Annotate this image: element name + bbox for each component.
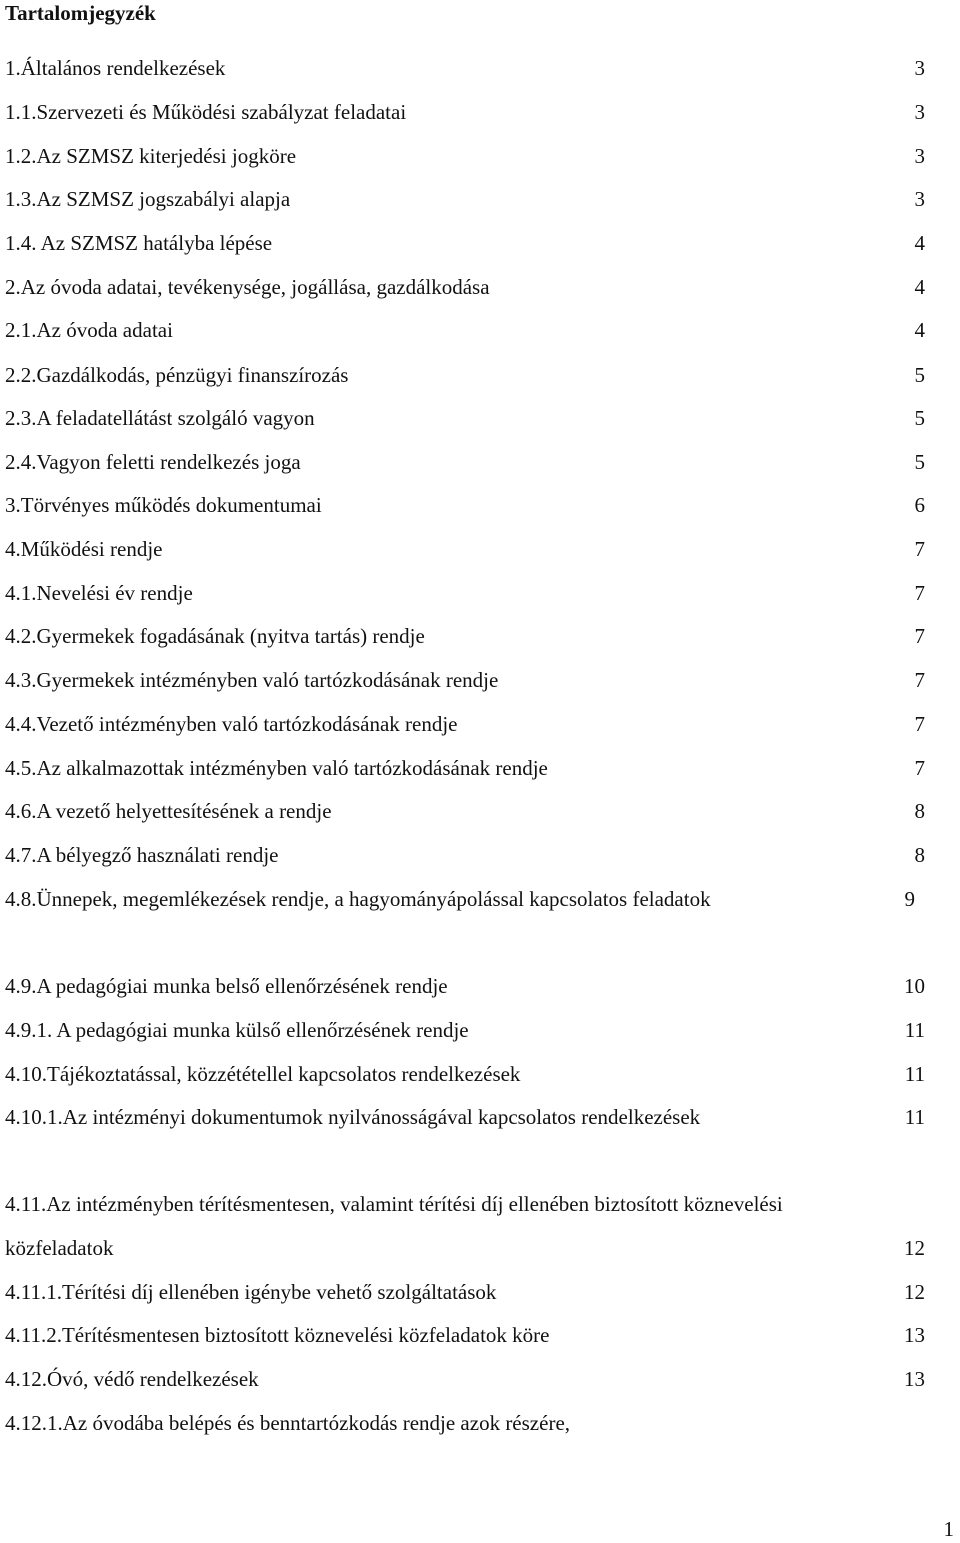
toc-entry[interactable] (5, 1102, 925, 1132)
toc-entry[interactable] (5, 315, 925, 345)
toc-entry-label: 4.4.Vezető intézményben való tartózkodásának rendje (5, 712, 458, 736)
toc-entry-label: 4.10.1.Az intézményi dokumentumok nyilvánosságával kapcsolatos rendelkezések (5, 1105, 701, 1129)
toc-entry-label: közfeladatok (5, 1236, 114, 1260)
toc-entry[interactable] (5, 1233, 925, 1263)
toc-entry-page: 12 (904, 1236, 925, 1260)
toc-entry-label: 4.12.Óvó, védő rendelkezések (5, 1367, 259, 1391)
toc-entry[interactable] (5, 141, 925, 171)
toc-entry[interactable] (5, 53, 925, 83)
toc-entry-label: 4.2.Gyermekek fogadásának (nyitva tartás) rendje (5, 624, 425, 648)
toc-entry-label: 4.9.A pedagógiai munka belső ellenőrzésének rendje (5, 974, 448, 998)
toc-entry[interactable] (5, 796, 925, 826)
toc-entry[interactable] (5, 1015, 925, 1045)
toc-entry-page: 11 (904, 1105, 925, 1129)
toc-entry-page: 5 (914, 450, 925, 474)
toc-entry-label: 4.1.Nevelési év rendje (5, 581, 193, 605)
toc-entry[interactable] (5, 1059, 925, 1089)
toc-title: Tartalomjegyzék (5, 1, 156, 25)
toc-entry-label: 4.3.Gyermekek intézményben való tartózkodásának rendje (5, 668, 499, 692)
toc-entry-label: 2.Az óvoda adatai, tevékenysége, jogállása, gazdálkodása (5, 275, 490, 299)
toc-entry-label: 1.4. Az SZMSZ hatályba lépése (5, 231, 273, 255)
toc-entry-label: 4.11.1.Térítési díj ellenében igénybe vehető szolgáltatások (5, 1280, 497, 1304)
toc-entry-label: 2.2.Gazdálkodás, pénzügyi finanszírozás (5, 363, 349, 387)
toc-entry[interactable] (5, 1364, 925, 1394)
toc-entry-label: 4.Működési rendje (5, 537, 163, 561)
toc-entry-page: 3 (914, 56, 925, 80)
toc-entry-page: 4 (914, 231, 925, 255)
toc-entry-page: 7 (914, 537, 925, 561)
toc-entry-page: 3 (914, 100, 925, 124)
toc-entry-label: 1.Általános rendelkezések (5, 56, 226, 80)
toc-entry-label: 4.11.2.Térítésmentesen biztosított köznevelési közfeladatok köre (5, 1323, 550, 1347)
page-number: 1 (943, 1517, 954, 1541)
toc-entry-page: 6 (914, 493, 925, 517)
toc-entry-page: 12 (904, 1280, 925, 1304)
toc-entry-page: 8 (914, 799, 925, 823)
toc-entry-page: 4 (914, 275, 925, 299)
toc-entry-label: 1.2.Az SZMSZ kiterjedési jogköre (5, 144, 297, 168)
toc-entry-page: 7 (914, 756, 925, 780)
toc-entry-label: 4.9.1. A pedagógiai munka külső ellenőrzésének rendje (5, 1018, 469, 1042)
toc-entry-label: 1.3.Az SZMSZ jogszabályi alapja (5, 187, 291, 211)
toc-entry[interactable] (5, 490, 925, 520)
toc-entry-label: 4.10.Tájékoztatással, közzététellel kapcsolatos rendelkezések (5, 1062, 521, 1086)
toc-entry[interactable] (5, 447, 925, 477)
toc-entry[interactable] (5, 884, 925, 914)
toc-entry[interactable] (5, 360, 925, 390)
toc-entry-label: 2.1.Az óvoda adatai (5, 318, 173, 342)
toc-entry[interactable] (5, 403, 925, 433)
toc-entry-page: 3 (914, 144, 925, 168)
toc-entry-page: 13 (904, 1367, 925, 1391)
toc-entry-label: 2.3.A feladatellátást szolgáló vagyon (5, 406, 315, 430)
toc-entry[interactable] (5, 1320, 925, 1350)
toc-entry-label: 3.Törvényes működés dokumentumai (5, 493, 322, 517)
toc-entry-label: 4.5.Az alkalmazottak intézményben való tartózkodásának rendje (5, 756, 548, 780)
toc-entry-page: 13 (904, 1323, 925, 1347)
toc-entry-page: 11 (904, 1018, 925, 1042)
toc-entry[interactable] (5, 665, 925, 695)
toc-entry-page: 8 (914, 843, 925, 867)
toc-entry[interactable] (5, 184, 925, 214)
toc-entry-label: 1.1.Szervezeti és Működési szabályzat feladatai (5, 100, 407, 124)
toc-entry[interactable] (5, 578, 925, 608)
toc-entry[interactable] (5, 1408, 925, 1438)
toc-entry-label: 2.4.Vagyon feletti rendelkezés joga (5, 450, 301, 474)
toc-entry-page: 3 (914, 187, 925, 211)
toc-entry[interactable] (5, 971, 925, 1001)
toc-entry[interactable] (5, 534, 925, 564)
toc-entry-page: 7 (914, 712, 925, 736)
toc-entry[interactable] (5, 621, 925, 651)
toc-entry-page: 11 (904, 1062, 925, 1086)
toc-entry-label: 4.8.Ünnepek, megemlékezések rendje, a hagyományápolással kapcsolatos feladatok (5, 887, 711, 911)
toc-entry[interactable] (5, 228, 925, 258)
toc-entry-page: 9 (904, 887, 915, 911)
toc-entry-label: 4.6.A vezető helyettesítésének a rendje (5, 799, 332, 823)
toc-entry-label: 4.7.A bélyegző használati rendje (5, 843, 279, 867)
toc-entry[interactable] (5, 840, 925, 870)
toc-entry-page: 7 (914, 624, 925, 648)
toc-entry-label: 4.11.Az intézményben térítésmentesen, valamint térítési díj ellenében biztosított köznevelési (5, 1192, 783, 1216)
toc-entry[interactable] (5, 709, 925, 739)
toc-entry[interactable] (5, 1189, 925, 1219)
toc-entry-label: 4.12.1.Az óvodába belépés és benntartózkodás rendje azok részére, (5, 1411, 571, 1435)
toc-entry-page: 7 (914, 668, 925, 692)
toc-entry[interactable] (5, 272, 925, 302)
toc-entry[interactable] (5, 1277, 925, 1307)
toc-entry[interactable] (5, 97, 925, 127)
toc-entry-page: 10 (904, 974, 925, 998)
toc-entry[interactable] (5, 753, 925, 783)
toc-entry-page: 4 (914, 318, 925, 342)
toc-entry-page: 5 (914, 363, 925, 387)
toc-entry-page: 5 (914, 406, 925, 430)
toc-entry-page: 7 (914, 581, 925, 605)
